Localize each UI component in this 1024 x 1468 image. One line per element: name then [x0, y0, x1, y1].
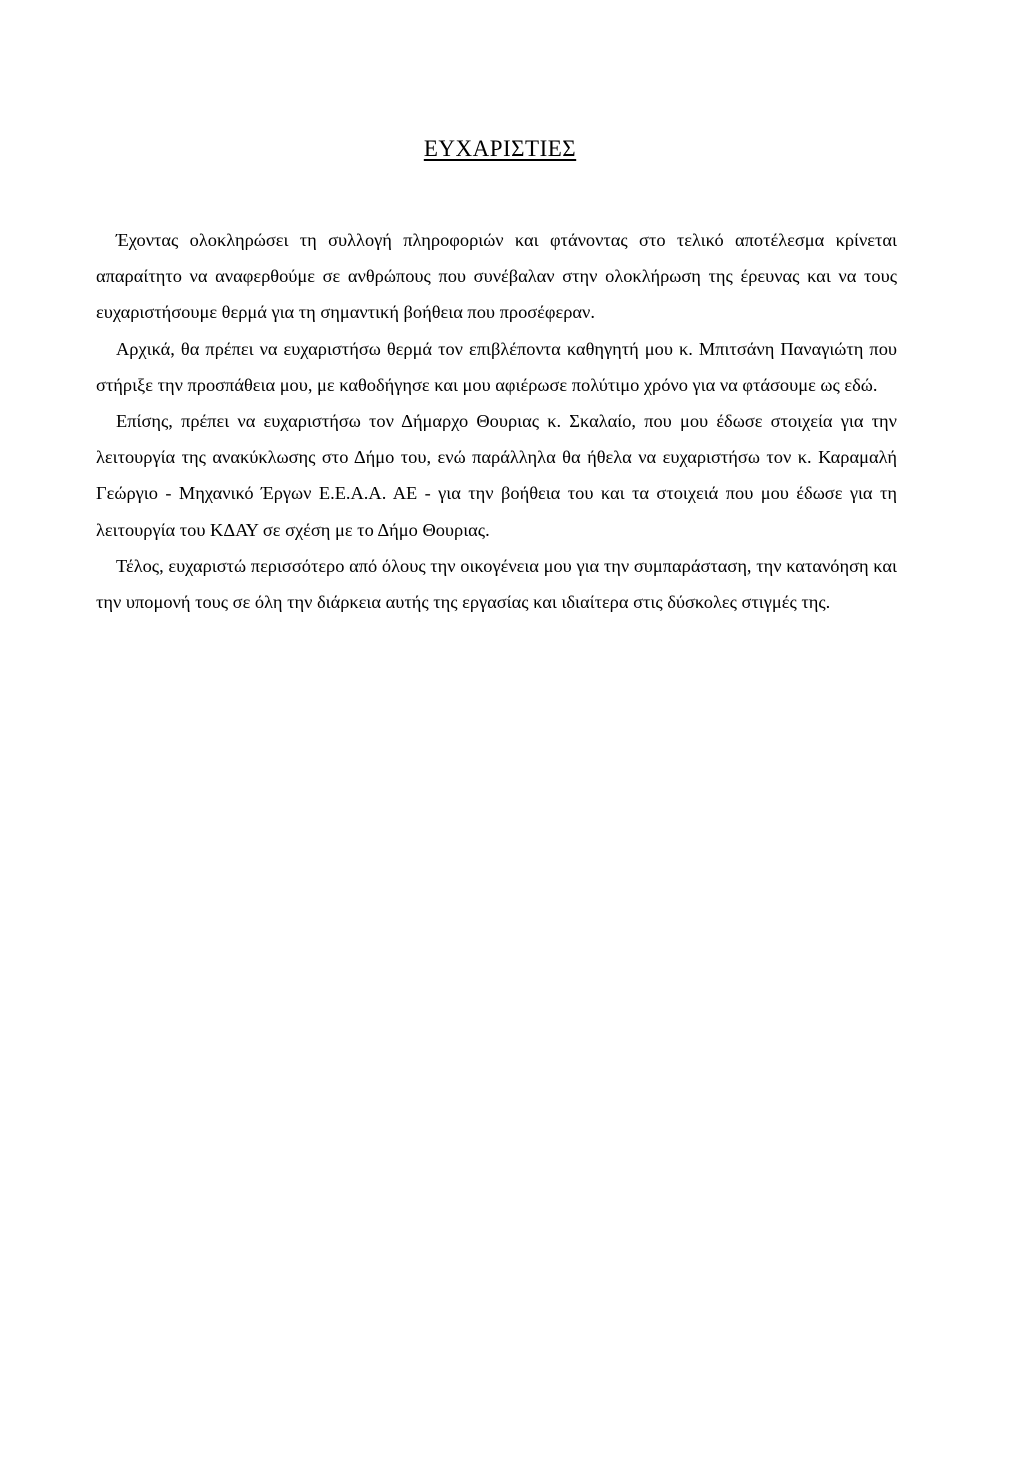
paragraph-intro: Έχοντας ολοκληρώσει τη συλλογή πληροφοριών και φτάνοντας στο τελικό αποτέλεσμα κρίνεται απαραίτητο να αναφερθούμε σε ανθρώπους που συνέβαλαν στην ολοκλήρωση της έρευνας και να τους ευχαριστήσουμε θερμά για τη σημαντική βοήθεια που προσέφεραν.: [96, 230, 897, 323]
acknowledgements-body: [96, 222, 897, 620]
paragraph-mayor-engineer: Επίσης, πρέπει να ευχαριστήσω τον Δήμαρχο Θουριας κ. Σκαλαίο, που μου έδωσε στοιχεία για την λειτουργία της ανακύκλωσης στο Δήμο του, ενώ παράλληλα θα ήθελα να ευχαριστήσω τον κ. Καραμαλή Γεώργιο - Μηχανικό Έργων Ε.Ε.Α.Α. ΑΕ - για την βοήθεια του και τα στοιχειά που μου έδωσε για τη λειτουργία του ΚΔΑΥ σε σχέση με το Δήμο Θουριας.: [96, 411, 897, 540]
paragraph-family: Τέλος, ευχαριστώ περισσότερο από όλους την οικογένεια μου για την συμπαράσταση, την κατανόηση και την υπομονή τους σε όλη την διάρκεια αυτής της εργασίας και ιδιαίτερα στις δύσκολες στιγμές της.: [96, 555, 897, 613]
paragraph-supervisor: Αρχικά, θα πρέπει να ευχαριστήσω θερμά τον επιβλέποντα καθηγητή μου κ. Μπιτσάνη Παναγιώτη που στήριξε την προσπάθεια μου, με καθοδήγησε και μου αφιέρωσε πολύτιμο χρόνο για να φτάσουμε ως εδώ.: [96, 338, 897, 395]
page-title: ΕΥΧΑΡΙΣΤΙΕΣ: [423, 136, 577, 161]
